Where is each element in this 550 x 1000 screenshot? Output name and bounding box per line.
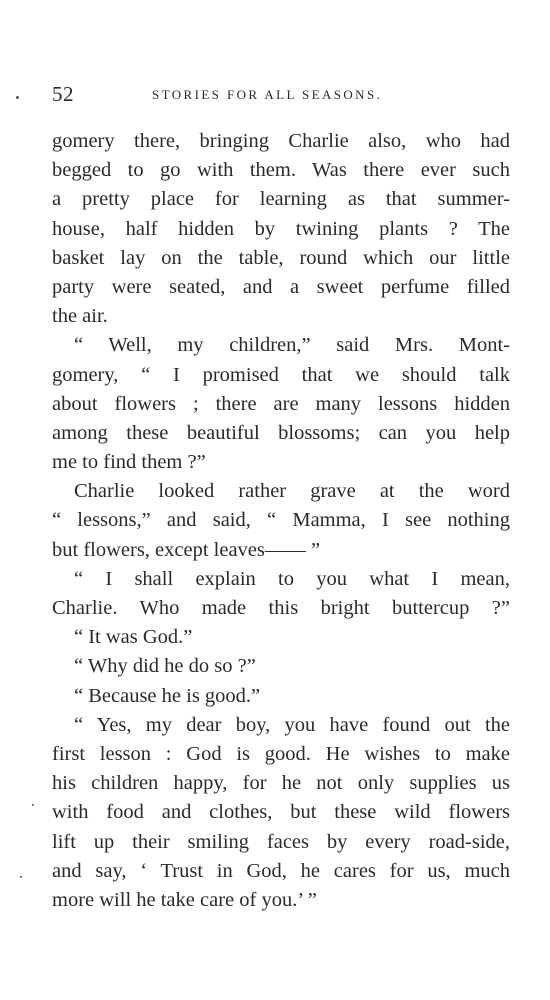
text-line: his children happy, for he not only supplies us (52, 772, 510, 795)
text-line: Charlie. Who made this bright buttercup ?” (52, 597, 510, 619)
body-text (52, 127, 510, 915)
text-line: me to find them ?” (52, 451, 206, 474)
text-line: about flowers ; there are many lessons hidden (52, 392, 510, 415)
text-line: basket lay on the table, round which our little (52, 246, 510, 269)
text-line: “ It was God.” (74, 626, 193, 649)
text-line: “ I shall explain to you what I mean, (74, 567, 510, 590)
text-line: more will he take care of you.’ ” (52, 888, 317, 911)
text-line: “ Yes, my dear boy, you have found out the (74, 713, 510, 736)
text-line: among these beautiful blossoms; can you help (52, 421, 510, 444)
page-number: 52 (52, 82, 74, 106)
page-header (52, 82, 512, 112)
text-line: begged to go with them. Was there ever such (52, 159, 510, 182)
text-line: the air. (52, 305, 108, 328)
text-line: house, half hidden by twining plants ? The (52, 217, 510, 240)
text-line: “ Why did he do so ?” (74, 655, 256, 678)
text-line: but flowers, except leaves—— ” (52, 538, 321, 561)
text-line: first lesson : God is good. He wishes to make (52, 742, 510, 765)
text-line: “ lessons,” and said, “ Mamma, I see nothing (52, 509, 510, 532)
text-line: party were seated, and a sweet perfume filled (52, 275, 510, 298)
page-speck (16, 96, 19, 99)
text-line: lift up their smiling faces by every road-side, (52, 830, 510, 853)
page-speck (20, 876, 22, 878)
text-line: and say, ‘ Trust in God, he cares for us, much (52, 859, 510, 882)
running-head: STORIES FOR ALL SEASONS. (152, 87, 383, 102)
text-line: “ Because he is good.” (74, 684, 261, 707)
text-line: gomery, “ I promised that we should talk (52, 363, 510, 386)
text-line: with food and clothes, but these wild flowers (52, 801, 510, 824)
text-line: Charlie looked rather grave at the word (74, 480, 510, 503)
page-speck (32, 804, 34, 806)
text-line: “ Well, my children,” said Mrs. Mont- (74, 334, 510, 357)
text-line: gomery there, bringing Charlie also, who had (52, 130, 510, 152)
text-line: a pretty place for learning as that summer- (52, 188, 510, 211)
